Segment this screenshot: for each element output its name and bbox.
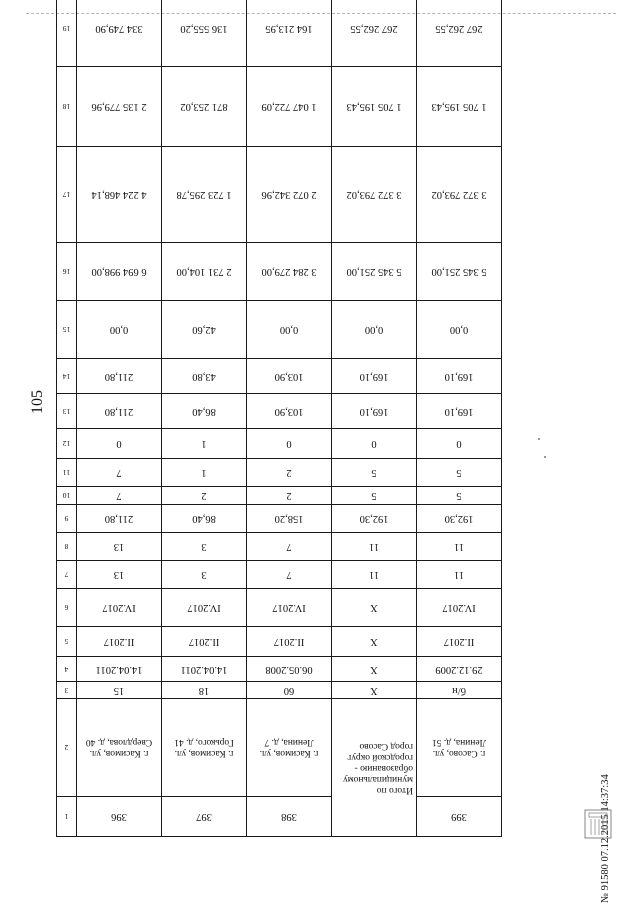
register-table-rotated bbox=[57, 22, 502, 837]
table-row bbox=[57, 533, 502, 561]
table-row bbox=[57, 657, 502, 682]
column-number: 5 bbox=[57, 627, 77, 657]
table-cell: 2 731 104,00 bbox=[162, 243, 247, 301]
table-cell: 7 bbox=[77, 487, 162, 505]
column-number: 18 bbox=[57, 67, 77, 147]
table-row bbox=[57, 699, 502, 797]
column-number: 6 bbox=[57, 589, 77, 627]
column-number: 3 bbox=[57, 682, 77, 699]
table-cell: 0,00 bbox=[417, 301, 502, 359]
table-cell: 11 bbox=[332, 561, 417, 589]
table-cell: 1 bbox=[162, 429, 247, 459]
table-cell: 211,80 bbox=[77, 394, 162, 429]
table-cell: г. Касимов, ул. Горького, д. 41 bbox=[162, 699, 247, 797]
table-cell: 192,30 bbox=[332, 505, 417, 533]
column-number: 2 bbox=[57, 699, 77, 797]
table-cell: г. Сасово, ул. Ленина, д. 51 bbox=[417, 699, 502, 797]
table-row bbox=[57, 301, 502, 359]
table-cell: 3 bbox=[162, 533, 247, 561]
table-cell: 11 bbox=[417, 561, 502, 589]
table-row bbox=[57, 459, 502, 487]
table-cell: 169,10 bbox=[417, 394, 502, 429]
column-number: 19 bbox=[57, 0, 77, 67]
table-cell: 103,90 bbox=[247, 359, 332, 394]
table-cell: 397 bbox=[162, 797, 247, 837]
table-cell: 42,60 bbox=[162, 301, 247, 359]
table-row bbox=[57, 394, 502, 429]
table-cell: 0 bbox=[77, 429, 162, 459]
table-cell: 5 345 251,00 bbox=[417, 243, 502, 301]
table-row bbox=[57, 505, 502, 533]
table-cell: 2 bbox=[247, 459, 332, 487]
table-cell: IV.2017 bbox=[247, 589, 332, 627]
table-cell: 06.05.2008 bbox=[247, 657, 332, 682]
table-row bbox=[57, 243, 502, 301]
table-cell: 334 749,90 bbox=[77, 0, 162, 67]
column-number: 9 bbox=[57, 505, 77, 533]
table-cell: 211,80 bbox=[77, 505, 162, 533]
column-number: 7 bbox=[57, 561, 77, 589]
table-row bbox=[57, 147, 502, 243]
table-cell: 5 bbox=[332, 487, 417, 505]
column-number: 4 bbox=[57, 657, 77, 682]
column-number: 1 bbox=[57, 797, 77, 837]
table-cell: 7 bbox=[77, 459, 162, 487]
table-cell: 169,10 bbox=[332, 359, 417, 394]
table-row bbox=[57, 359, 502, 394]
table-cell: Итого по муниципальному образованию - городской округ город Сасово bbox=[332, 699, 417, 837]
table-cell: 0,00 bbox=[247, 301, 332, 359]
table-cell: 60 bbox=[247, 682, 332, 699]
table-cell: 103,90 bbox=[247, 394, 332, 429]
table-row bbox=[57, 487, 502, 505]
table-cell: 6 694 998,00 bbox=[77, 243, 162, 301]
table-cell: 7 bbox=[247, 533, 332, 561]
registry-logo-icon bbox=[583, 808, 613, 840]
table-cell: 871 253,02 bbox=[162, 67, 247, 147]
table-cell: 3 bbox=[162, 561, 247, 589]
column-number: 16 bbox=[57, 243, 77, 301]
table-cell: II.2017 bbox=[77, 627, 162, 657]
column-number: 14 bbox=[57, 359, 77, 394]
table-cell: 14.04.2011 bbox=[162, 657, 247, 682]
table-cell: 5 bbox=[332, 459, 417, 487]
table-cell: 3 372 793,02 bbox=[332, 147, 417, 243]
column-number: 8 bbox=[57, 533, 77, 561]
table-cell: 3 284 279,00 bbox=[247, 243, 332, 301]
table-cell: 0,00 bbox=[332, 301, 417, 359]
table-row bbox=[57, 627, 502, 657]
table-cell: 18 bbox=[162, 682, 247, 699]
table-row bbox=[57, 561, 502, 589]
table-cell: II.2017 bbox=[247, 627, 332, 657]
table-cell: X bbox=[332, 682, 417, 699]
table-cell: 5 bbox=[417, 459, 502, 487]
table-cell: 169,10 bbox=[417, 359, 502, 394]
table-cell: 14.04.2011 bbox=[77, 657, 162, 682]
table-cell: II.2017 bbox=[162, 627, 247, 657]
table-cell: 1 047 722,09 bbox=[247, 67, 332, 147]
column-number: 12 bbox=[57, 429, 77, 459]
table-cell: 0,00 bbox=[77, 301, 162, 359]
scan-speck bbox=[538, 438, 540, 440]
table-cell: 1 723 295,78 bbox=[162, 147, 247, 243]
table-row bbox=[57, 589, 502, 627]
table-cell: 0 bbox=[417, 429, 502, 459]
column-number: 15 bbox=[57, 301, 77, 359]
register-table-wrapper bbox=[57, 22, 502, 837]
table-cell: 399 bbox=[417, 797, 502, 837]
table-cell: X bbox=[332, 627, 417, 657]
table-cell: IV.2017 bbox=[77, 589, 162, 627]
table-cell: IV.2017 bbox=[417, 589, 502, 627]
table-cell: 13 bbox=[77, 561, 162, 589]
table-cell: 1 bbox=[162, 459, 247, 487]
table-cell: 267 262,55 bbox=[332, 0, 417, 67]
table-cell: 7 bbox=[247, 561, 332, 589]
table-cell: 2 bbox=[162, 487, 247, 505]
table-cell: 211,80 bbox=[77, 359, 162, 394]
table-cell: X bbox=[332, 589, 417, 627]
table-cell: 11 bbox=[417, 533, 502, 561]
table-cell: г. Касимов, ул. Свердлова, д. 40 bbox=[77, 699, 162, 797]
table-cell: 2 bbox=[247, 487, 332, 505]
table-cell: 86,40 bbox=[162, 505, 247, 533]
table-cell: 267 262,55 bbox=[417, 0, 502, 67]
table-cell: 5 345 251,00 bbox=[332, 243, 417, 301]
scan-stamp-text: № 91580 07.12.2015 14:37:34 bbox=[600, 774, 611, 903]
table-cell: 86,40 bbox=[162, 394, 247, 429]
table-cell: 192,30 bbox=[417, 505, 502, 533]
table-cell: 164 213,95 bbox=[247, 0, 332, 67]
table-cell: 29.12.2009 bbox=[417, 657, 502, 682]
table-cell: IV.2017 bbox=[162, 589, 247, 627]
table-row bbox=[57, 797, 502, 837]
column-number: 10 bbox=[57, 487, 77, 505]
table-cell: 13 bbox=[77, 533, 162, 561]
table-cell: 5 bbox=[417, 487, 502, 505]
table-cell: 398 bbox=[247, 797, 332, 837]
scan-speck bbox=[544, 456, 546, 458]
table-cell: 15 bbox=[77, 682, 162, 699]
table-cell: X bbox=[332, 657, 417, 682]
table-cell: 43,80 bbox=[162, 359, 247, 394]
table-cell: 2 135 779,96 bbox=[77, 67, 162, 147]
table-cell: 169,10 bbox=[332, 394, 417, 429]
table-cell: 396 bbox=[77, 797, 162, 837]
table-row bbox=[57, 682, 502, 699]
table-cell: 0 bbox=[247, 429, 332, 459]
table-cell: 0 bbox=[332, 429, 417, 459]
table-cell: б/н bbox=[417, 682, 502, 699]
table-cell: 2 072 342,96 bbox=[247, 147, 332, 243]
table-cell: 4 224 468,14 bbox=[77, 147, 162, 243]
table-cell: 11 bbox=[332, 533, 417, 561]
table-cell: 1 705 195,43 bbox=[332, 67, 417, 147]
table-cell: 1 705 195,43 bbox=[417, 67, 502, 147]
page-number: 105 bbox=[29, 390, 46, 414]
table-row bbox=[57, 429, 502, 459]
column-number: 13 bbox=[57, 394, 77, 429]
table-cell: II.2017 bbox=[417, 627, 502, 657]
table-cell: 136 555,20 bbox=[162, 0, 247, 67]
table-cell: 3 372 793,02 bbox=[417, 147, 502, 243]
table-row bbox=[57, 0, 502, 67]
table-cell: 158,20 bbox=[247, 505, 332, 533]
column-number: 11 bbox=[57, 459, 77, 487]
register-table bbox=[56, 0, 502, 837]
table-row bbox=[57, 67, 502, 147]
column-number: 17 bbox=[57, 147, 77, 243]
table-cell: г. Касимов, ул. Ленина, д. 7 bbox=[247, 699, 332, 797]
